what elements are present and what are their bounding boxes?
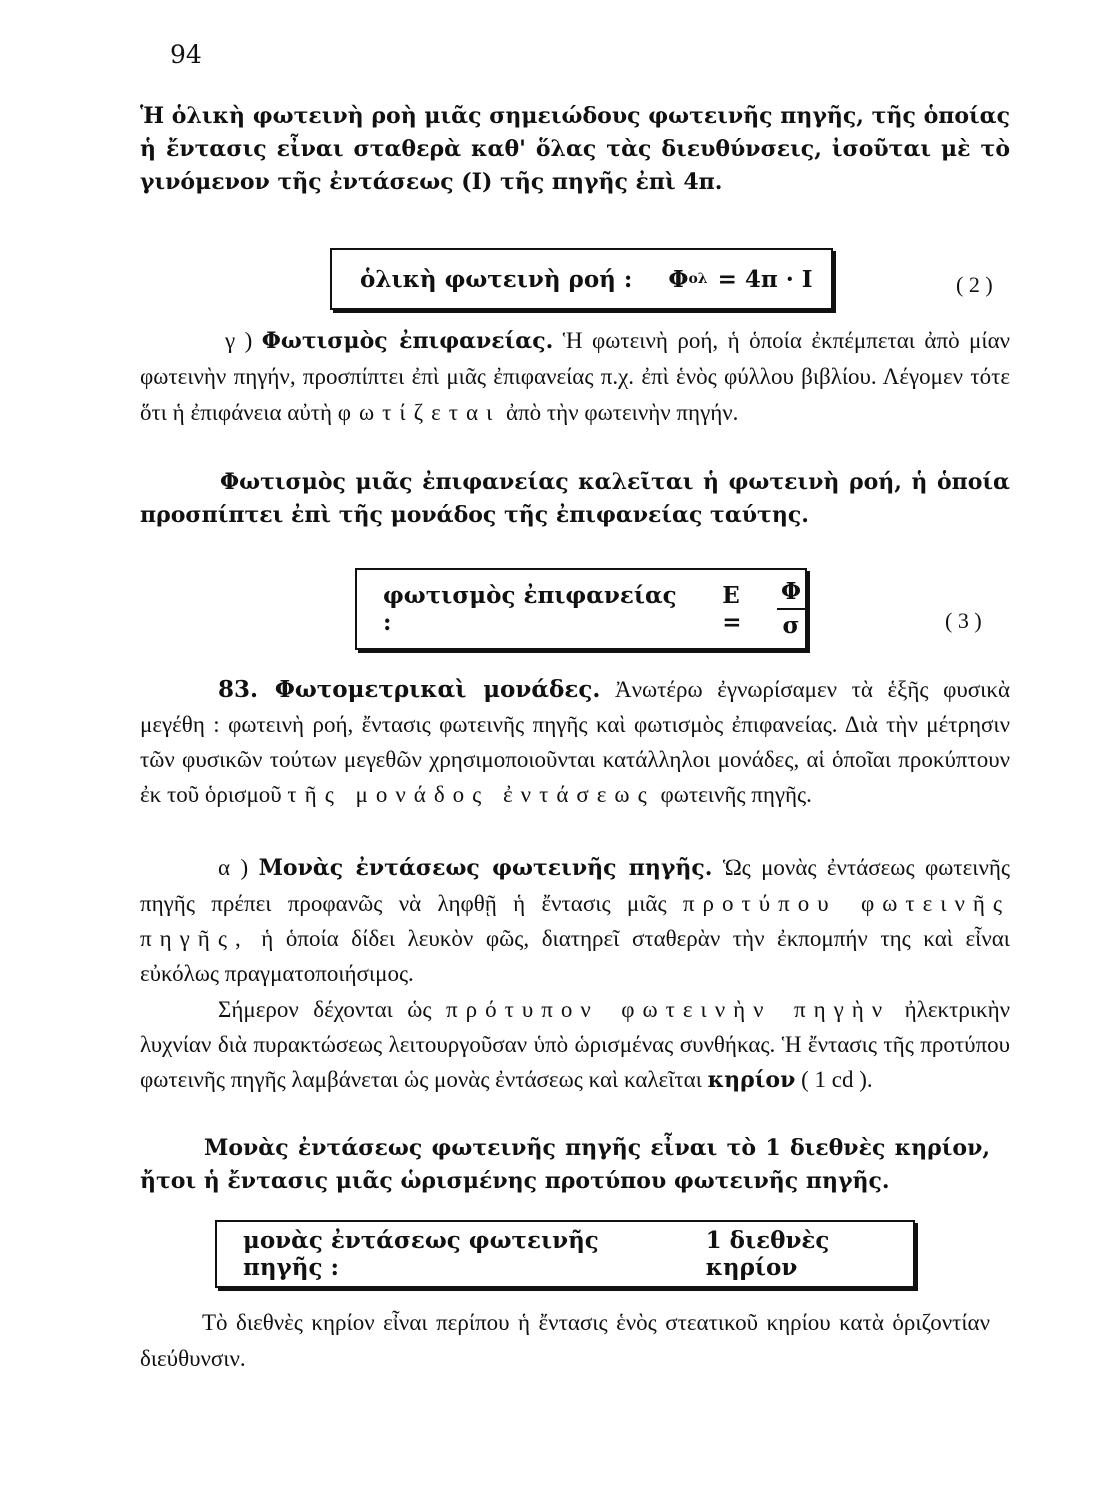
section-83-heading: 83. Φωτομετρικαὶ μονάδες. <box>218 676 601 703</box>
candela-box-label: μονὰς ἐντάσεως φωτεινῆς πηγῆς : <box>243 1227 599 1281</box>
standard-source-text-2: ἠλεκτρικὴν λυχνίαν διὰ πυρακτώσεως λειτουργοῦσαν ὑπὸ ὡρισμένας συνθήκας. Ἡ ἔντασις τῆς προτύπου φωτεινῆς πηγῆς λαμβάνεται ὡς μονὰς ἐντάσεως καὶ καλεῖται <box>140 997 1011 1092</box>
total-flux-symbol: Φ <box>668 265 689 293</box>
standard-source-paragraph <box>140 992 1010 1098</box>
page-number: 94 <box>170 40 202 69</box>
illumination-text-1: Ἡ φωτεινὴ ροή, ἡ ὁποία ἐκπέμπεται ἀπὸ μίαν φωτεινὴν πηγήν, προσπίπτει ἐπὶ μιᾶς ἐπιφανείας π.χ. ἐπὶ ἑνὸς φύλλου βιβλίου. Λέγομεν τότε ὅτι ἡ ἐπιφάνεια αὐτὴ <box>140 328 1011 425</box>
unit-intensity-spaced-text: προτύπου φωτεινῆς πηγῆς, <box>140 891 1011 951</box>
equation-number-3: ( 3 ) <box>945 608 982 633</box>
closing-paragraph: Τὸ διεθνὲς κηρίον εἶναι περίπου ἡ ἔντασις ἑνὸς στεατικοῦ κηρίου κατὰ ὁριζοντίαν διεύθυνσιν. <box>140 1310 990 1371</box>
equation-number-2: ( 2 ) <box>956 272 993 297</box>
total-flux-formula-box <box>330 248 833 310</box>
illumination-lhs: E = <box>722 582 742 636</box>
unit-intensity-marker: α ) <box>218 855 249 880</box>
illumination-box-label: φωτισμὸς ἐπιφανείας : <box>383 582 677 636</box>
standard-source-text-1: Σήμερον δέχονται ὡς <box>218 997 432 1022</box>
illumination-fraction <box>777 578 805 640</box>
section-83-paragraph <box>140 672 1010 812</box>
unit-intensity-text-1: Ὡς μονὰς ἐντάσεως φωτεινῆς πηγῆς πρέπει προφανῶς νὰ ληφθῇ ἡ ἔντασις μιᾶς <box>140 855 1011 916</box>
candela-word: κηρίον <box>707 1067 796 1093</box>
illumination-text-2: ἀπὸ τὴν φωτεινὴν πηγήν. <box>506 400 739 425</box>
illumination-definition: Φωτισμὸς μιᾶς ἐπιφανείας καλεῖται ἡ φωτεινὴ ροή, ἡ ὁποία προσπίπτει ἐπὶ τῆς μονάδος τῆς ἐπιφανείας ταύτης. <box>140 469 1010 528</box>
fraction-denominator: σ <box>782 612 800 639</box>
unit-intensity-paragraph <box>140 850 1010 991</box>
illumination-paragraph <box>140 323 1010 431</box>
unit-intensity-text-2: ἡ ὁποία δίδει λευκὸν φῶς, διατηρεῖ σταθερὰν τὴν ἐκπομπήν της καὶ εἶναι εὐκόλως πραγματοποιήσιμος. <box>140 926 1010 986</box>
fraction-numerator: Φ <box>777 578 805 610</box>
section-83-spaced-text: τῆς μονάδος ἐντάσεως <box>287 782 655 807</box>
candela-unit: ( 1 cd ). <box>801 1067 873 1092</box>
illumination-formula-box <box>355 568 807 650</box>
total-flux-statement: Ἡ ὁλικὴ φωτεινὴ ροὴ μιᾶς σημειώδους φωτεινῆς πηγῆς, τῆς ὁποίας ἡ ἔντασις εἶναι σταθερὰ καθ' ὅλας τὰς διευθύνσεις, ἰσοῦται μὲ τὸ γινόμενον τῆς ἐντάσεως (I) τῆς πηγῆς ἐπὶ 4π. <box>140 103 1010 195</box>
section-83-text-1: Ἀνωτέρω ἐγνωρίσαμεν τὰ ἑξῆς φυσικὰ μεγέθη : φωτεινὴ ροή, ἔντασις φωτεινῆς πηγῆς καὶ φωτισμὸς ἐπιφανείας. Διὰ τὴν μέτρησιν τῶν φυσικῶν τούτων μεγεθῶν χρησιμοποιοῦνται κατάλληλοι μονάδες, αἱ ὁποῖαι προκύπτουν ἐκ τοῦ ὁρισμοῦ <box>140 677 1010 807</box>
section-83-text-2: φωτεινῆς πηγῆς. <box>660 782 812 807</box>
candela-formula-box <box>215 1220 915 1288</box>
total-flux-rhs: = 4π · I <box>717 265 813 293</box>
unit-intensity-definition: Μονὰς ἐντάσεως φωτεινῆς πηγῆς εἶναι τὸ 1 διεθνὲς κηρίον, ἤτοι ἡ ἔντασις μιᾶς ὡρισμένης προτύπου φωτεινῆς πηγῆς. <box>140 1135 990 1194</box>
unit-intensity-heading: Μονὰς ἐντάσεως φωτεινῆς πηγῆς. <box>258 855 713 881</box>
illumination-spaced-word: φωτίζεται <box>337 400 501 425</box>
illumination-heading: Φωτισμὸς ἐπιφανείας. <box>261 328 554 354</box>
total-flux-subscript: ολ <box>688 271 708 287</box>
standard-source-spaced-text: πρότυπον φωτεινὴν πηγὴν <box>446 997 891 1022</box>
candela-box-value: 1 διεθνὲς κηρίον <box>705 1227 830 1281</box>
total-flux-box-label: ὁλικὴ φωτεινὴ ροή : <box>360 265 633 293</box>
illumination-marker: γ ) <box>225 328 253 353</box>
